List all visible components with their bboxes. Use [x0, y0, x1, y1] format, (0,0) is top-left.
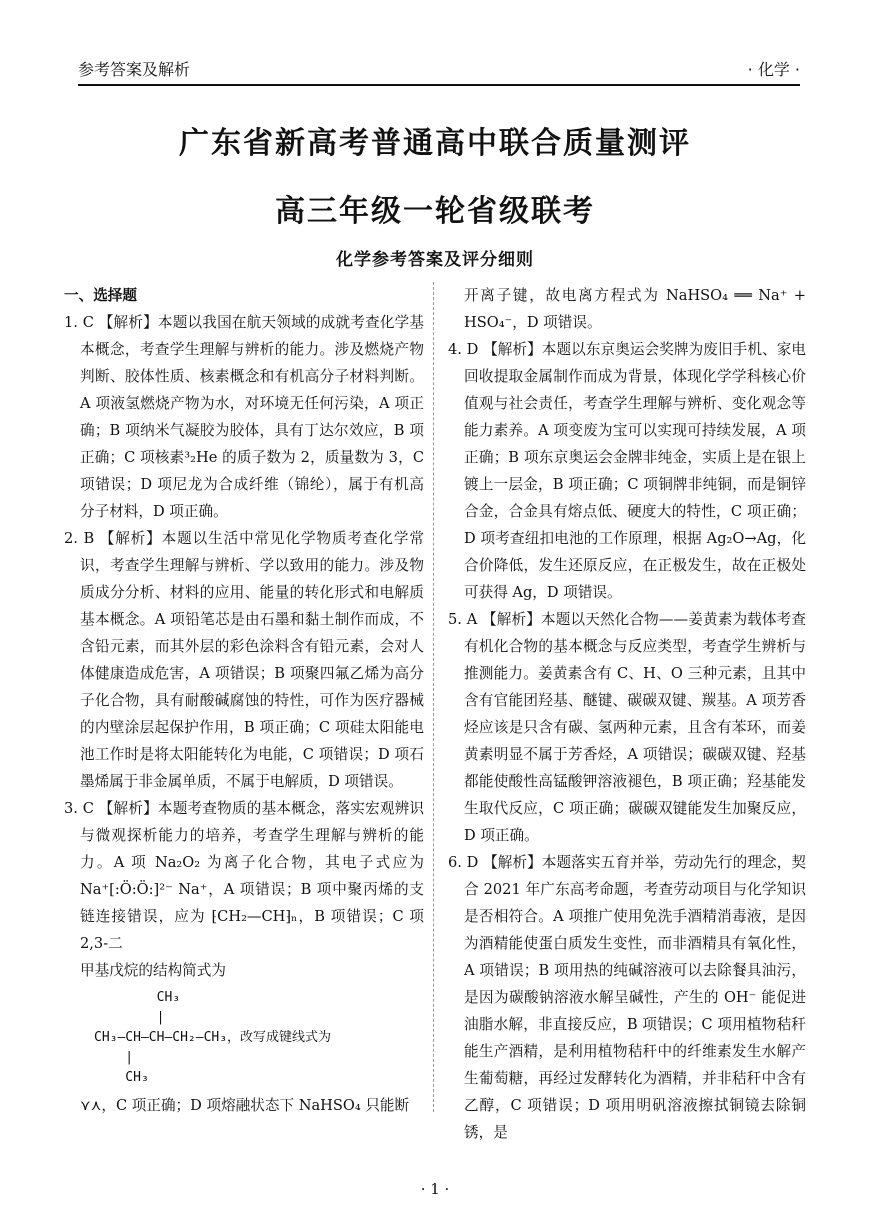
title-line-2: 高三年级一轮省级联考	[275, 194, 595, 229]
title-line-3: 化学参考答案及评分细则	[336, 250, 534, 270]
answer-3-tail: 开离子键，故电离方程式为 NaHSO₄ ══ Na⁺ + HSO₄⁻，D 项错误。	[464, 287, 806, 331]
answer-3-cont: 甲基戊烷的结构简式为	[80, 962, 226, 979]
structural-formula: CH₃ | CH₃—CH—CH—CH₂—CH₃，改写成键线式为 | CH₃	[94, 990, 332, 1085]
header-right: · 化学 ·	[747, 60, 800, 79]
title-line-1: 广东省新高考普通高中联合质量测评	[179, 126, 691, 161]
answer-3-end: ⋎⋏，C 项正确；D 项熔融状态下 NaHSO₄ 只能断	[80, 1097, 410, 1114]
column-divider	[433, 282, 434, 1112]
header-rule	[78, 84, 800, 86]
answer-6: 6. D 【解析】本题落实五育并举，劳动先行的理念，契合 2021 年广东高考命题，考查劳动项目与化学知识是否相符合。A 项推广使用免洗手酒精消毒液，是因为酒精能使蛋白质发生变性，而非酒精具有氧化性，A 项错误；B 项用热的纯碱溶液可以去除餐具油污，是因为碳酸钠溶液水解呈碱性，产生的 OH⁻ 能促进油脂水解，非直接反应，B 项错误；C 项用植物秸秆能生产酒精，是利用植物秸秆中的纤维素发生水解产生葡萄糖，再经过发酵转化为酒精，并非秸秆中含有乙醇，C 项错误；D 项用明矾溶液擦拭铜镜去除铜锈，是	[448, 854, 806, 1141]
answer-4: 4. D 【解析】本题以东京奥运会奖牌为废旧手机、家电回收提取金属制作而成为背景，体现化学学科核心价值观与社会责任，考查学生理解与辨析、变化观念等能力素养。A 项变废为宝可以实现可持续发展，A 项正确；B 项东京奥运会金牌非纯金，实质上是在银上镀上一层金，B 项正确；C 项铜牌非纯铜，而是铜锌合金，合金具有熔点低、硬度大的特性，C 项正确；D 项考查纽扣电池的工作原理，根据 Ag₂O→Ag，化合价降低，发生还原反应，在正极发生，故在正极处可获得 Ag，D 项错误。	[448, 341, 806, 601]
answer-5: 5. A 【解析】本题以天然化合物——姜黄素为载体考查有机化合物的基本概念与反应类型，考查学生辨析与推测能力。姜黄素含有 C、H、O 三种元素，且其中含有官能团羟基、醚键、碳碳双键、羰基。A 项芳香烃应该是只含有碳、氢两种元素，且含有苯环，而姜黄素明显不属于芳香烃，A 项错误；碳碳双键、羟基都能使酸性高锰酸钾溶液褪色，B 项正确；羟基能发生取代反应，C 项正确；碳碳双键能发生加聚反应，D 项正确。	[448, 611, 806, 844]
right-column	[448, 282, 806, 1146]
header-left: 参考答案及解析	[78, 60, 191, 79]
answer-3: 3. C 【解析】本题考查物质的基本概念，落实宏观辨识与微观探析能力的培养，考查学生理解与辨析的能力。A 项 Na₂O₂ 为离子化合物，其电子式应为 Na⁺[:Ö:Ö:]²⁻ Na⁺，A 项错误；B 项中聚丙烯的支链连接错误，应为 ⁅CH₂—CH⁆ₙ，B 项错误；C 项 2,3-二	[64, 800, 424, 952]
page-header	[78, 52, 800, 80]
left-column	[64, 282, 424, 1119]
page-number: · 1 ·	[420, 1180, 450, 1198]
section-heading: 一、选择题	[64, 287, 137, 304]
answer-1: 1. C 【解析】本题以我国在航天领域的成就考查化学基本概念，考查学生理解与辨析的能力。涉及燃烧产物判断、胶体性质、核素概念和有机高分子材料判断。A 项液氢燃烧产物为水，对环境无任何污染，A 项正确；B 项纳米气凝胶为胶体，具有丁达尔效应，B 项正确；C 项核素³₂He 的质子数为 2，质量数为 3，C 项错误；D 项尼龙为合成纤维（锦纶），属于有机高分子材料，D 项正确。	[64, 314, 424, 520]
answer-2: 2. B 【解析】本题以生活中常见化学物质考查化学常识，考查学生理解与辨析、学以致用的能力。涉及物质成分分析、材料的应用、能量的转化形式和电解质基本概念。A 项铅笔芯是由石墨和黏土制作而成，不含铅元素，而其外层的彩色涂料含有铅元素，会对人体健康造成危害，A 项错误；B 项聚四氟乙烯为高分子化合物，具有耐酸碱腐蚀的特性，可作为医疗器械的内壁涂层起保护作用，B 项正确；C 项硅太阳能电池工作时是将太阳能转化为电能，C 项错误；D 项石墨烯属于非金属单质，不属于电解质，D 项错误。	[64, 530, 424, 790]
